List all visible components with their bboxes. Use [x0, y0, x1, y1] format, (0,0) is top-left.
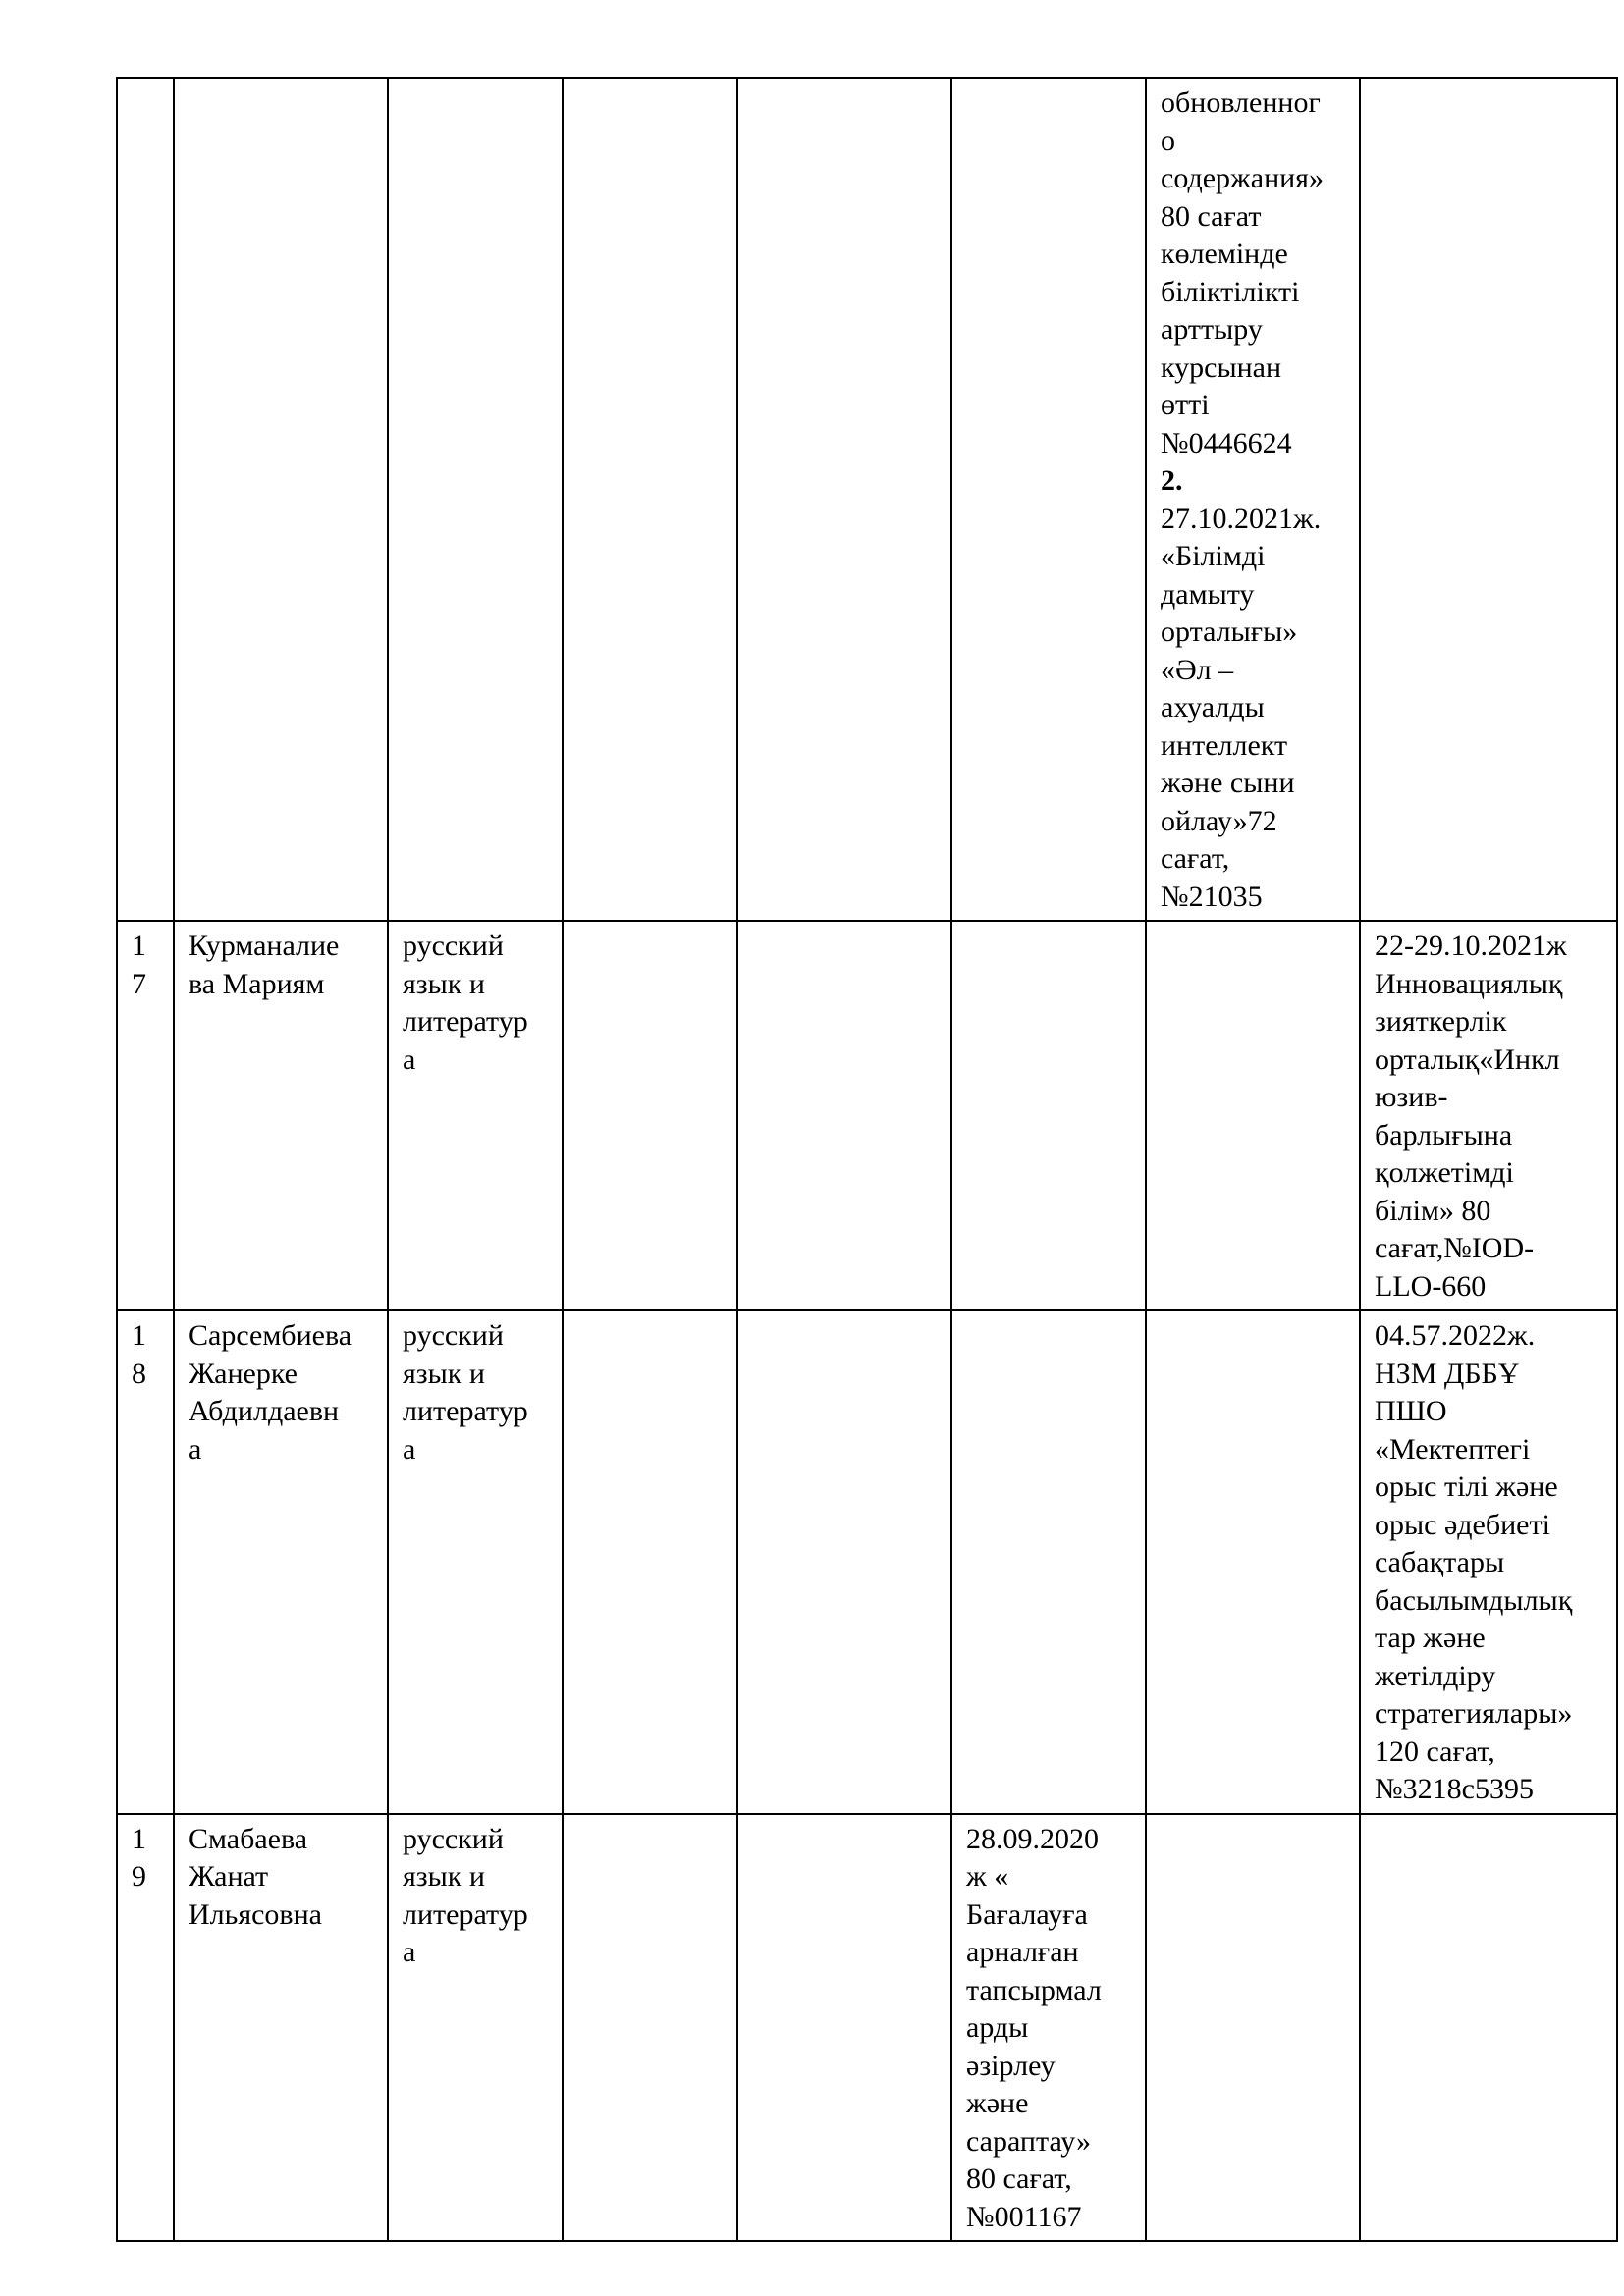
row-number: 1 7 [117, 921, 174, 1310]
course-cell: 04.57.2022ж. НЗМ ДББҰ ПШО «Мектептегі орыс тілі және орыс әдебиеті сабақтары басылымдылық тар және жетілдіру стратегиялары» 120 сағат, №3218с5395 [1360, 1310, 1617, 1814]
cell-col8 [1360, 78, 1617, 921]
cell-col6 [951, 1310, 1146, 1814]
subject: русский язык и литератур а [388, 921, 563, 1310]
cell-col6 [951, 921, 1146, 1310]
course-cell: 28.09.2020 ж « Бағалауға арналған тапсырмал арды әзірлеу және сараптау» 80 сағат, №001167 [951, 1814, 1146, 2242]
cell-col5 [737, 921, 951, 1310]
cell-col4 [563, 1814, 737, 2242]
row-number: 1 9 [117, 1814, 174, 2242]
cell-col7 [1146, 1814, 1360, 2242]
teacher-name: Сарсембиева Жанерке Абдилдаевн а [174, 1310, 388, 1814]
cell-col5 [737, 1310, 951, 1814]
course-cell [1146, 78, 1360, 921]
course-text-part1: обновленног о содержания» 80 сағат көлемінде біліктілікті арттыру курсынан өтті №0446624 [1161, 86, 1324, 459]
cell-col4 [563, 921, 737, 1310]
course-item-number: 2. [1161, 464, 1183, 497]
cell-col6 [951, 78, 1146, 921]
table-row [117, 921, 1617, 1310]
row-number [117, 78, 174, 921]
course-text-part2: 27.10.2021ж. «Білімді дамыту орталығы» «Әл – ахуалды интеллект және сыни ойлау»72 сағат, №21035 [1161, 502, 1322, 913]
teacher-name [174, 78, 388, 921]
teacher-name: Курманалие ва Мариям [174, 921, 388, 1310]
subject: русский язык и литератур а [388, 1814, 563, 2242]
qualification-table [116, 77, 1618, 2242]
row-number: 1 8 [117, 1310, 174, 1814]
teacher-name: Смабаева Жанат Ильясовна [174, 1814, 388, 2242]
cell-col7 [1146, 921, 1360, 1310]
cell-col8 [1360, 1814, 1617, 2242]
cell-col5 [737, 1814, 951, 2242]
cell-col4 [563, 78, 737, 921]
cell-col4 [563, 1310, 737, 1814]
course-cell: 22-29.10.2021ж Инновациялық зияткерлік орталық«Инкл юзив- барлығына қолжетімді білім» 80 сағат,№IOD- LLO-660 [1360, 921, 1617, 1310]
subject [388, 78, 563, 921]
table-row [117, 1310, 1617, 1814]
table-row [117, 1814, 1617, 2242]
table-row [117, 78, 1617, 921]
cell-col7 [1146, 1310, 1360, 1814]
subject: русский язык и литератур а [388, 1310, 563, 1814]
cell-col5 [737, 78, 951, 921]
